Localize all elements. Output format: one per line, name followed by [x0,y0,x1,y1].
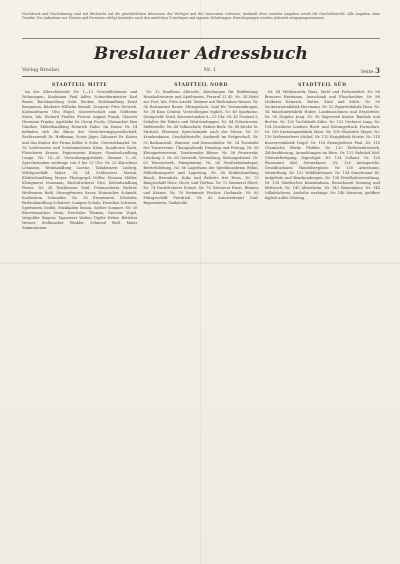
text-columns [22,81,380,559]
column-1 [22,81,137,559]
paper-fold-vertical [200,0,201,564]
section-heading: STADTTEIL SÜD [298,83,347,88]
masthead [22,44,380,66]
page-label: Seite [360,68,374,75]
running-header [22,66,380,77]
header-center: Nr. 1 [203,67,217,73]
column-3 [265,81,380,559]
page-number: 3 [375,65,380,75]
header-right [361,66,380,75]
section-heading: STADTTEIL NORD [174,83,228,88]
publisher-notice: Nachdruck und Nachahmung sind mit Rücksicht auf die geschäftlichen Interessen der Verleger und der Inserenten verboten; Auskunft über einzelne Angaben erteilt die Geschäftsstelle. Alle Angaben ohne Gewähr. Die Aufnahme von Firmen und Personen erfolgt kostenlos nach den amtlichen Unterlagen und eigenen Erhebungen. Berichtigungen werden jederzeit entgegengenommen. [22,12,380,39]
column-text: Im der Albrechtstraße Nr. 1—12 Geschäftshäuser und Wohnungen, Kaufmann Paul Adler, Schneidermeister Karl Bauer, Buchhandlung Gebr. Becker, Holzhandlung Ernst Bergmann, Bäckerei Wilhelm Brandt, Drogerie Fritz Dietrich. Kolonialwaren Otto Engel, Gastwirtschaft zum Goldenen Stern, Inh. Richard Fiedler, Friseur August Frank, Glaserei Hermann Franke, Apotheke Dr. Georg Fuchs, Uhrmacher Max Günther, Möbelhandlung Heinrich Hahn. Im Hause Nr. 14 befinden sich die Büros der Versicherungsgesellschaft, Rechtsanwalt Dr. Hoffmann, Notar Jäger, Zahnarzt Dr. Kaiser und das Kontor der Firma Keller & Sohn, Getreidehandel. Nr. 16 Lederwaren und Schuhmacherei Klein, Konditorei Koch, Fleischerei Krause, Papierwaren Krüger, Gemüsehandlung Lange. Nr. 18—20 Verwaltungsgebäude, Zimmer 1—30, Sprechstunden werktags von 9 bis 13 Uhr. Nr. 22 Kürschner Lehmann, Weinhandlung Lorenz, Tabakwaren Ludwig, Milchgeschäft Maier. Nr. 24 Schlosserei Martin, Elektrohandlung Meyer, Photograph Möller, Pension Müller, Klempnerei Neumann, Buchdruckerei Otto, Seifenhandlung Peters. Nr. 26 Textilwaren Pohl, Putzmacherin Richter, Weißwaren Roth, Strumpfwaren Sauer, Hutmacher Schmidt, Korbwaren Schneider. Nr. 28 Eisenwaren Schröder, Farbenhandlung Schubert, Lampen Schulz, Porzellan Schwarz, Spielwaren Seidel, Musikalien Simon, Sattler Sommer. Nr. 30 Bürstenmacher Stein, Drechsler Thomas, Graveur Vogel, Vergolder Wagner, Tapezierer Walter, Töpfer Weber, Böttcher Werner, Stellmacher Winkler, Schmied Wolf, Maler Zimmermann. [22,90,138,231]
header-left: Verlag Breslau [22,67,60,73]
section-heading: STADTTEIL MITTE [51,83,108,88]
column-text: Nr. 32 Kaufhaus Albrecht, Abteilungen für Bekleidung, Haushaltswaren und Spielwaren, Fernruf 21 45. Nr. 34 Hotel zur Post, Inh. Fritz Arnold, Zimmer mit fließendem Wasser. Nr. 36 Restaurant Bauer, Mittagstisch, Saal für Versammlungen. Nr. 38 Kino Central, Vorstellungen täglich. Nr. 40 Sparkasse, Zweigstelle Nord, Kassenstunden 8—13 Uhr. Nr. 42 Postamt 5, Schalter für Pakete und Wertsendungen. Nr. 44 Polizeirevier, Meldestelle. Nr. 46 Volksschule, Rektor Beck. Nr. 48 Kirche St. Michael, Pfarramt, Sprechstunde nach der Messe. Nr. 50 Krankenkasse, Geschäftsstelle, Auskunft im Erdgeschoß. Nr. 52 Badeanstalt, Wannen- und Brausebäder. Nr. 54 Turnhalle des Turnvereins, Übungsabende Dienstag und Freitag. Nr. 56 Kleingartenverein, Vorsitzender Blume. Nr. 58 Feuerwehr, Löschzug 3. Nr. 60 Gaswerk, Verwaltung, Störungsdienst. Nr. 62 Wasserwerk, Pumpstation. Nr. 64 Straßenbahndepot, Betriebsleitung. Nr. 66 Lagerhaus der Speditionsfirma Böhm, Möbeltransporte und Lagerung. Nr. 68 Kohlenhandlung Busch, Brennholz, Koks und Briketts frei Haus. Nr. 70 Baugeschäft Dietz, Hoch- und Tiefbau. Nr. 72 Zimmerei Ebert. Nr. 74 Dachdeckerei Eckert. Nr. 76 Gärtnerei Ernst, Blumen und Kränze. Nr. 78 Steinmetz Fischer, Grabmale. Nr. 80 Fuhrgeschäft Friedrich. Nr. 82 Autowerkstatt Graf, Reparaturen, Tankstelle. [143,90,259,206]
masthead-title: Breslauer Adressbuch [93,44,309,64]
column-text: Nr. 84 Mühlenwerk Haas, Mehl und Futtermittel. Nr. 86 Brauerei Hartmann, Ausschank und Flaschenbier. Nr. 88 Molkerei Heinrich, Butter, Käse und Milch. Nr. 90 Zuckerwarenfabrik Herrmann. Nr. 92 Zigarrenfabrik Horn. Nr. 94 Maschinenfabrik Huber, Landmaschinen und Ersatzteile. Nr. 96 Ziegelei Jung. Nr. 98 Sägewerk Kaiser, Bauholz und Bretter. Nr. 100 Tuchfabrik Kühn. Nr. 102 Gerberei Lang. Nr. 104 Druckerei Lindner, Buch- und Zeitungsdruck, Formulare. Nr. 106 Kartonagenfabrik Marx. Nr. 108 Glashütte Mayer. Nr. 110 Seifensiederei Michel. Nr. 112 Essigfabrik Moritz. Nr. 114 Konservenfabrik Nagel. Nr. 116 Eisengießerei Paul. Nr. 118 Chemische Werke Pfeiffer. Nr. 120 Elektrizitätswerk, Zählerablesung, Anmeldungen im Büro. Nr. 122 Bahnhof Süd, Güterabfertigung, Expreßgut. Nr. 124 Zollamt. Nr. 126 Finanzamt Süd, Steuerkasse. Nr. 128 Amtsgericht, Grundbuchamt, Handelsregister. Nr. 130 Arbeitsamt, Vermittlung. Nr. 132 Wohlfahrtsamt. Nr. 134 Standesamt III, Aufgebote und Beurkundungen. Nr. 136 Friedhofsverwaltung. Nr. 138 Städtisches Krankenhaus, Besuchszeit Sonntag und Mittwoch. Nr. 140 Altersheim. Nr. 142 Waisenhaus. Nr. 144 Volksbücherei, Ausleihe werktags. Nr. 146 Museum, geöffnet täglich außer Montag. [264,90,380,201]
